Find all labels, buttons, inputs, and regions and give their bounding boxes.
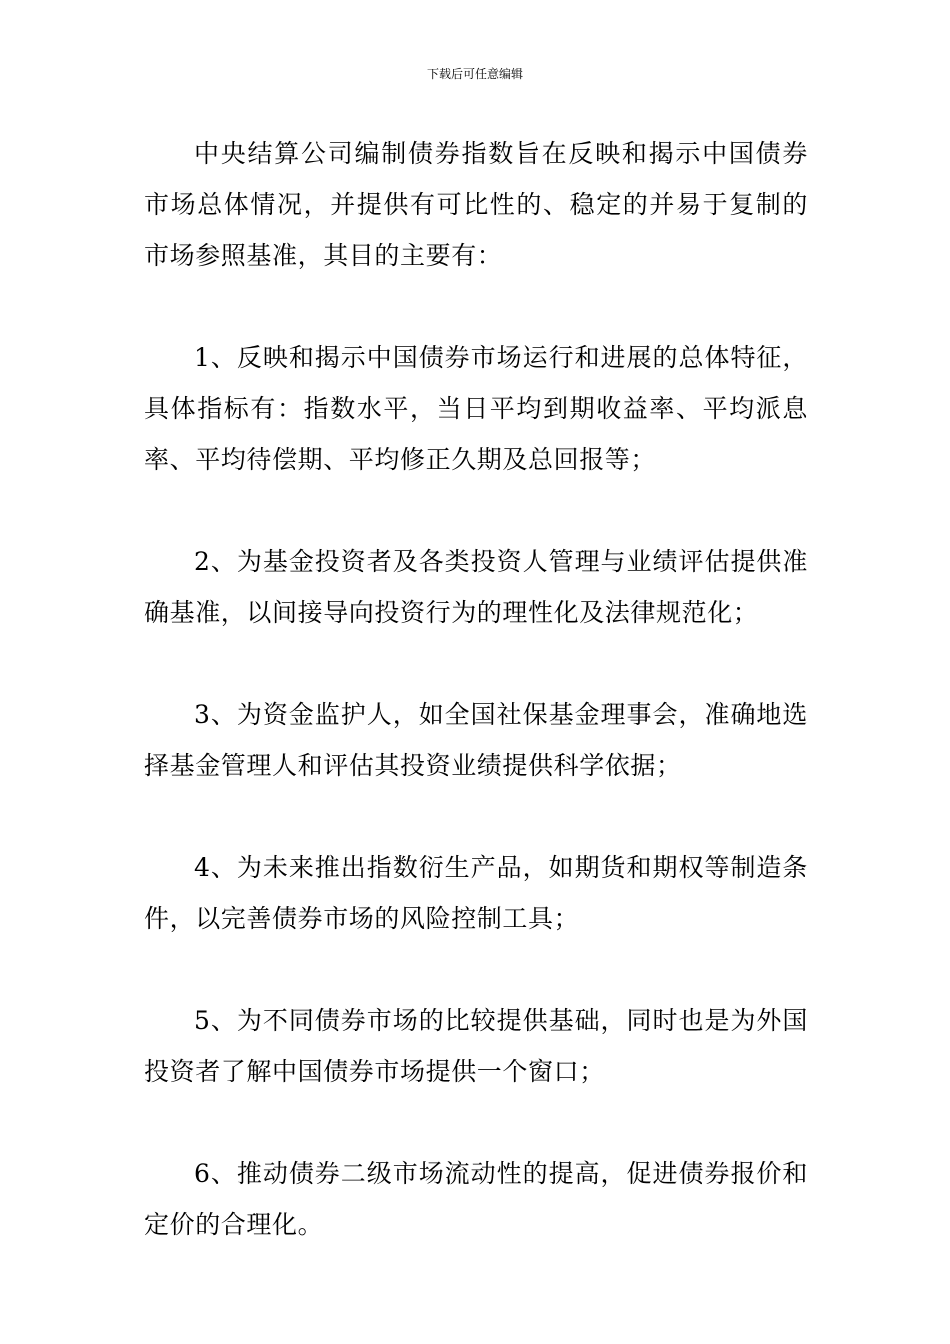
paragraph-item-3: 3、为资金监护人，如全国社保基金理事会，准确地选择基金管理人和评估其投资业绩提供科学依据； (144, 700, 808, 780)
document-body (144, 128, 808, 1250)
paragraph-item-2: 2、为基金投资者及各类投资人管理与业绩评估提供准确基准，以间接导向投资行为的理性化及法律规范化； (144, 547, 808, 627)
header-note: 下载后可任意编辑 (426, 67, 523, 81)
paragraph-item-6: 6、推动债券二级市场流动性的提高，促进债券报价和定价的合理化。 (144, 1159, 808, 1239)
paragraph-item-4: 4、为未来推出指数衍生产品，如期货和期权等制造条件，以完善债券市场的风险控制工具； (144, 853, 808, 933)
paragraph-item-5: 5、为不同债券市场的比较提供基础，同时也是为外国投资者了解中国债券市场提供一个窗口； (144, 1006, 808, 1086)
paragraph-item-1: 1、反映和揭示中国债券市场运行和进展的总体特征，具体指标有：指数水平，当日平均到期收益率、平均派息率、平均待偿期、平均修正久期及总回报等； (144, 343, 808, 474)
paragraph-intro: 中央结算公司编制债券指数旨在反映和揭示中国债券市场总体情况，并提供有可比性的、稳定的并易于复制的市场参照基准，其目的主要有： (144, 139, 808, 270)
